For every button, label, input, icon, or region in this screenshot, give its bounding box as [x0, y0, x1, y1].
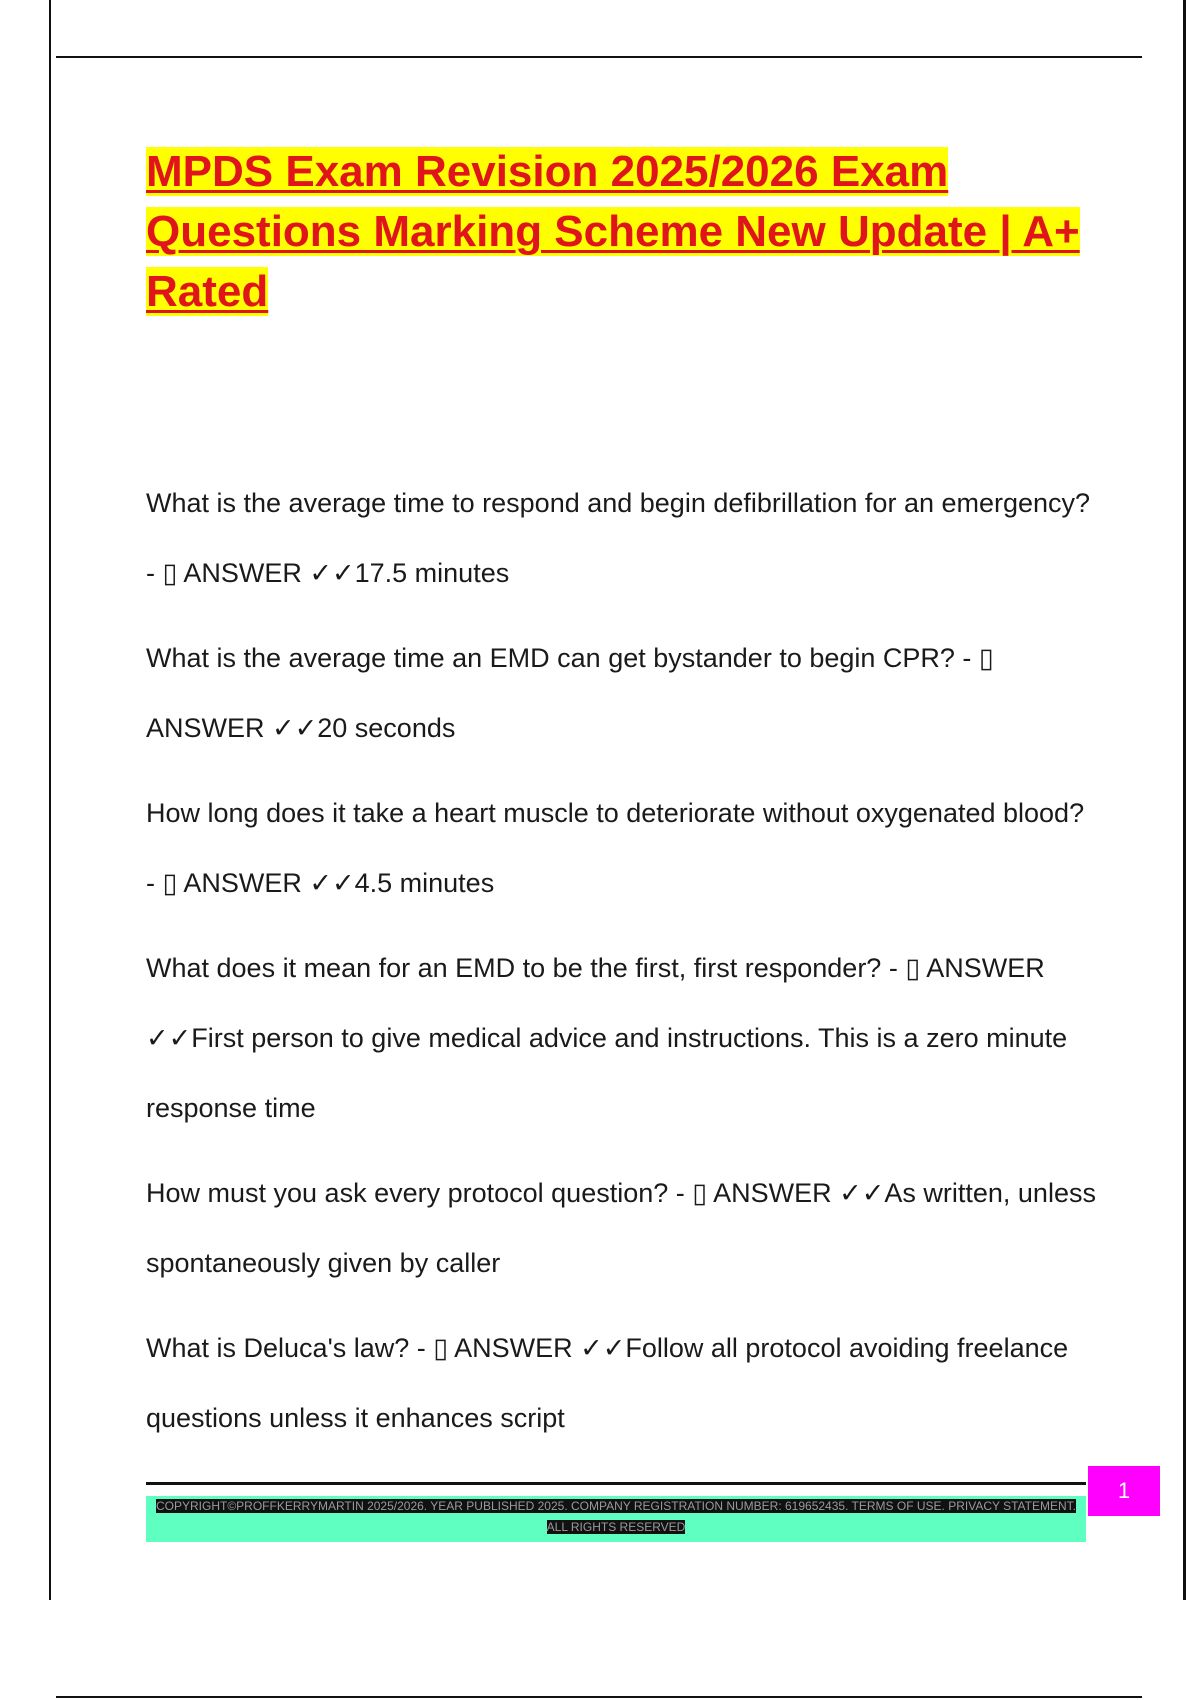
qa-item: How long does it take a heart muscle to deteriorate without oxygenated blood? - ▯ ANSWER ✓✓4.5 minutes — [146, 798, 1085, 898]
qa-item: What does it mean for an EMD to be the first, first responder? - ▯ ANSWER ✓✓First person to give medical advice and instructions. This is a zero minute response time — [146, 953, 1068, 1123]
footer-copyright — [146, 1496, 1086, 1542]
document-title — [146, 142, 1106, 322]
footer-rule — [146, 1482, 1086, 1485]
qa-item: What is the average time an EMD can get bystander to begin CPR? - ▯ ANSWER ✓✓20 seconds — [146, 643, 994, 743]
qa-item: What is the average time to respond and begin defibrillation for an emergency? - ▯ ANSWER ✓✓17.5 minutes — [146, 488, 1091, 588]
page-number-badge: 1 — [1088, 1466, 1160, 1516]
page-border-left — [49, 0, 51, 1600]
page-border-right — [1183, 0, 1186, 1600]
footer-copyright-text: COPYRIGHT©PROFFKERRYMARTIN 2025/2026. YEAR PUBLISHED 2025. COMPANY REGISTRATION NUMBER: 619652435. TERMS OF USE. PRIVACY STATEMENT. ALL RIGHTS RESERVED — [156, 1499, 1076, 1534]
qa-item: What is Deluca's law? - ▯ ANSWER ✓✓Follow all protocol avoiding freelance questions unless it enhances script — [146, 1333, 1069, 1433]
bottom-rule — [56, 1696, 1142, 1698]
qa-list — [146, 468, 1096, 1468]
qa-item: How must you ask every protocol question? - ▯ ANSWER ✓✓As written, unless spontaneously given by caller — [146, 1178, 1096, 1278]
top-rule — [56, 56, 1142, 58]
document-title-text: MPDS Exam Revision 2025/2026 Exam Questions Marking Scheme New Update | A+ Rated — [146, 147, 1080, 316]
